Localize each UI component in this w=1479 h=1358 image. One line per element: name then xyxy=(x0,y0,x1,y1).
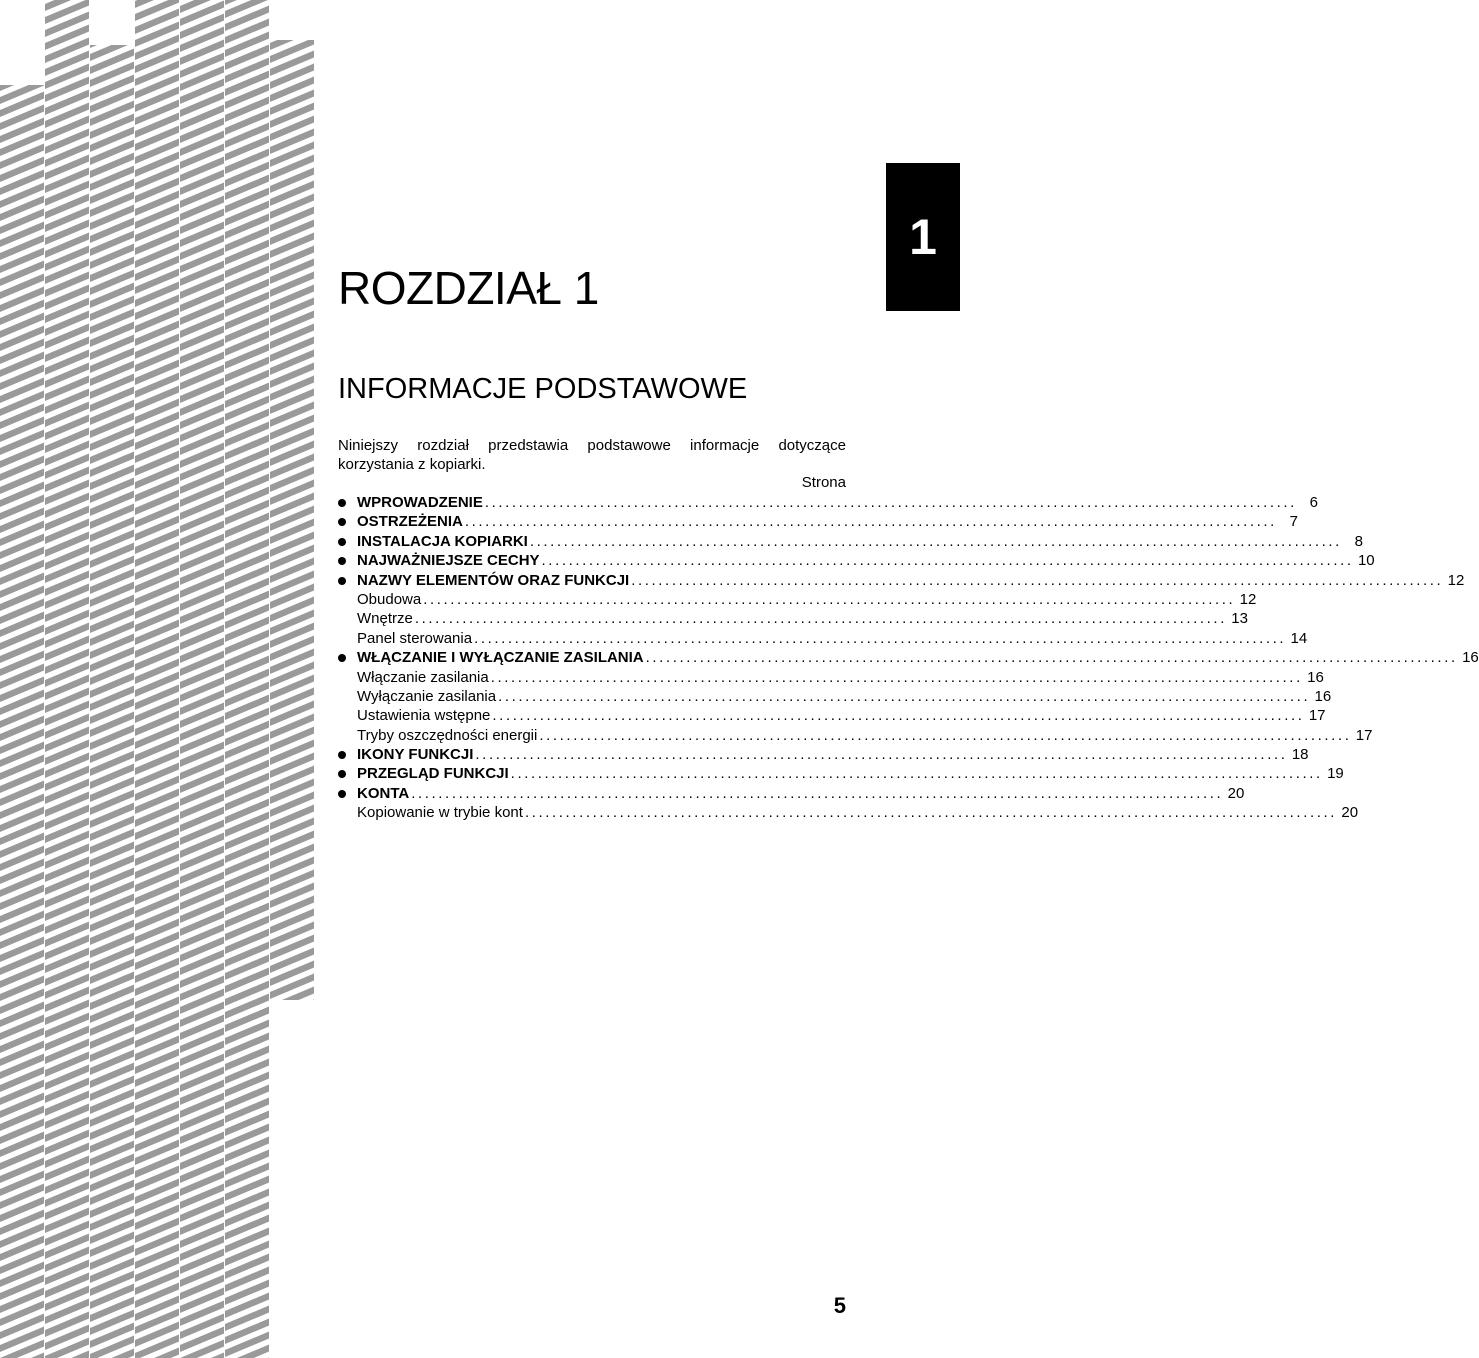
bullet-icon xyxy=(338,499,346,507)
toc-entry-page: 12 xyxy=(1447,571,1465,589)
toc-entry xyxy=(338,784,1245,803)
toc-entry-page: 10 xyxy=(1357,552,1375,570)
stripe xyxy=(0,26,45,52)
chapter-title: ROZDZIAŁ 1 xyxy=(338,262,599,314)
dot-leader: ........................................................................................................................ xyxy=(474,629,1287,647)
dot-leader: ........................................................................................................................ xyxy=(414,610,1227,628)
stripe-column xyxy=(45,0,90,1358)
toc-entry-page: 17 xyxy=(1308,707,1326,725)
dot-leader: ........................................................................................................................ xyxy=(475,746,1288,764)
dot-leader: ........................................................................................................................ xyxy=(498,687,1311,705)
toc-entry-label: Kopiowanie w trybie kont xyxy=(357,804,523,822)
stripe xyxy=(0,39,45,65)
toc-entry xyxy=(338,687,1332,706)
toc-entry-page: 16 xyxy=(1307,668,1324,686)
bullet-icon xyxy=(338,790,346,798)
dot-leader: ........................................................................................................................ xyxy=(510,765,1323,783)
dot-leader: ........................................................................................................................ xyxy=(464,513,1277,531)
toc-entry-page: 17 xyxy=(1355,726,1373,744)
stripe xyxy=(270,999,315,1025)
bullet-icon xyxy=(338,577,346,585)
dot-leader: ........................................................................................................................ xyxy=(411,784,1224,802)
dot-leader: ........................................................................................................................ xyxy=(423,590,1236,608)
toc-entry-page: 20 xyxy=(1341,804,1359,822)
toc-entry-label: OSTRZEŻENIA xyxy=(357,513,463,531)
dot-leader: ........................................................................................................................ xyxy=(529,532,1342,550)
toc-entry-label: Ustawienia wstępne xyxy=(357,707,491,725)
toc-entry xyxy=(338,726,1373,745)
section-title: INFORMACJE PODSTAWOWE xyxy=(338,373,748,405)
toc-entry-label: WPROWADZENIE xyxy=(357,494,483,511)
toc-entry-label: IKONY FUNKCJI xyxy=(357,746,474,764)
toc-entry xyxy=(338,764,1344,783)
stripe xyxy=(270,1012,315,1038)
bullet-icon xyxy=(338,538,346,546)
dot-leader: ........................................................................................................................ xyxy=(484,494,1297,511)
toc-entry-page: 14 xyxy=(1290,629,1308,647)
stripe xyxy=(270,0,315,11)
toc-entry-label: KONTA xyxy=(357,784,410,802)
toc-entry-page: 8 xyxy=(1354,532,1363,550)
stripe xyxy=(270,11,315,37)
stripe-column xyxy=(0,26,45,1358)
toc-entry xyxy=(338,803,1359,822)
toc-entry-page: 7 xyxy=(1289,513,1298,531)
toc-entry-label: PRZEGLĄD FUNKCJI xyxy=(357,765,509,783)
toc-entry xyxy=(338,551,1375,570)
toc-entry-label: Wyłączanie zasilania xyxy=(357,687,497,705)
toc-entry-label: Obudowa xyxy=(357,590,422,608)
toc-entry xyxy=(338,532,1363,551)
toc-entry-page: 13 xyxy=(1231,610,1248,628)
stripe xyxy=(90,22,135,48)
toc-entry-label: WŁĄCZANIE I WYŁĄCZANIE ZASILANIA xyxy=(357,649,644,667)
toc-entry xyxy=(338,609,1248,628)
toc-entry-page: 19 xyxy=(1327,765,1344,783)
toc-entry-page: 20 xyxy=(1227,784,1245,802)
toc-entry xyxy=(338,590,1257,609)
dot-leader: ........................................................................................................................ xyxy=(645,649,1458,667)
toc-entry-page: 16 xyxy=(1314,687,1332,705)
toc-entry xyxy=(338,571,1465,590)
stripe-column xyxy=(270,0,315,1038)
dot-leader: ........................................................................................................................ xyxy=(631,571,1444,589)
chapter-tab xyxy=(886,163,960,311)
toc-entry xyxy=(338,668,1324,687)
toc-entry-label: Włączanie zasilania xyxy=(357,668,489,686)
toc-entry xyxy=(338,512,1298,531)
toc-entry-label: NAZWY ELEMENTÓW ORAZ FUNKCJI xyxy=(357,571,630,589)
intro-text: Niniejszy rozdział przedstawia podstawowe informacje dotyczące korzystania z kopiarki. xyxy=(338,437,846,473)
toc-entry xyxy=(338,706,1326,725)
chapter-tab-number: 1 xyxy=(909,209,937,265)
toc-entry-page: 6 xyxy=(1309,494,1318,511)
toc-entry xyxy=(338,629,1308,648)
toc-entry-page: 16 xyxy=(1462,649,1479,667)
page-column-label: Strona xyxy=(801,474,846,491)
dot-leader: ........................................................................................................................ xyxy=(539,726,1352,744)
stripe-column xyxy=(180,0,225,1358)
page-number: 5 xyxy=(833,1293,846,1318)
dot-leader: ........................................................................................................................ xyxy=(524,804,1338,822)
stripe-column xyxy=(225,0,270,1358)
stripe-column xyxy=(135,0,180,1358)
dot-leader: ........................................................................................................................ xyxy=(541,552,1354,570)
stripe xyxy=(90,9,135,35)
stripe-column xyxy=(90,0,135,1358)
toc-entry xyxy=(338,493,1318,512)
toc-entry-label: Panel sterowania xyxy=(357,629,473,647)
dot-leader: ........................................................................................................................ xyxy=(490,668,1303,686)
toc-entry-page: 18 xyxy=(1291,746,1309,764)
toc-entry-page: 12 xyxy=(1239,590,1257,608)
toc-entry-label: Wnętrze xyxy=(357,610,413,628)
dot-leader: ........................................................................................................................ xyxy=(492,707,1305,725)
toc-entry xyxy=(338,745,1309,764)
table-of-contents xyxy=(338,493,1479,823)
toc-entry-label: NAJWAŻNIEJSZE CECHY xyxy=(357,552,540,570)
stripe xyxy=(0,52,45,78)
stripe xyxy=(90,0,135,22)
decorative-stripe-pattern xyxy=(0,0,320,1358)
toc-entry-label: Tryby oszczędności energii xyxy=(357,726,538,744)
toc-entry xyxy=(338,648,1479,667)
stripe xyxy=(270,0,315,24)
toc-entry-label: INSTALACJA KOPIARKI xyxy=(357,532,528,550)
